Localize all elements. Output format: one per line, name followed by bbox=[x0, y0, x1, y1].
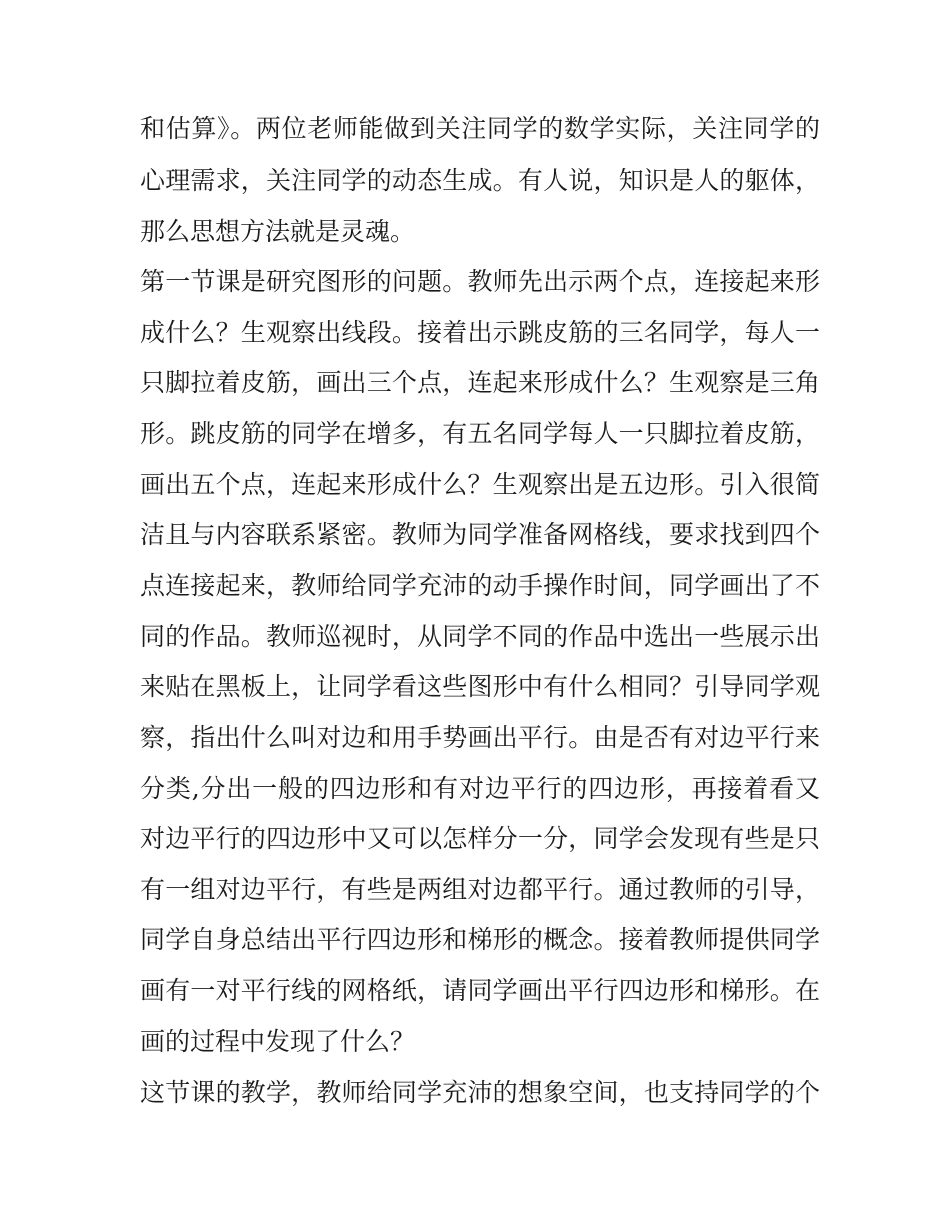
text-line: 画的过程中发现了什么？ bbox=[140, 1027, 416, 1056]
text-line: 那么思想方法就是灵魂。 bbox=[140, 217, 416, 246]
text-line: 形。跳皮筋的同学在增多，有五名同学每人一只脚拉着皮筋， bbox=[140, 419, 820, 448]
text-line: 和估算》。两位老师能做到关注同学的数学实际，关注同学的 bbox=[140, 114, 820, 143]
text-line: 只脚拉着皮筋，画出三个点，连起来形成什么？生观察是三角 bbox=[140, 368, 820, 397]
text-line: 对边平行的四边形中又可以怎样分一分，同学会发现有些是只 bbox=[140, 824, 820, 853]
text-line: 这节课的教学，教师给同学充沛的想象空间，也支持同学的个 bbox=[140, 1078, 820, 1107]
text-line: 成什么？生观察出线段。接着出示跳皮筋的三名同学，每人一 bbox=[140, 318, 820, 347]
text-line: 画出五个点，连起来形成什么？生观察出是五边形。引入很简 bbox=[140, 470, 820, 499]
text-line: 洁且与内容联系紧密。教师为同学准备网格线，要求找到四个 bbox=[140, 520, 820, 549]
text-line: 点连接起来，教师给同学充沛的动手操作时间，同学画出了不 bbox=[140, 571, 820, 600]
text-line: 同的作品。教师巡视时，从同学不同的作品中选出一些展示出 bbox=[140, 622, 820, 651]
text-line: 察，指出什么叫对边和用手势画出平行。由是否有对边平行来 bbox=[140, 723, 820, 752]
text-line: 同学自身总结出平行四边形和梯形的概念。接着教师提供同学 bbox=[140, 925, 820, 954]
text-line: 心理需求，关注同学的动态生成。有人说，知识是人的躯体， bbox=[140, 166, 820, 195]
text-line: 来贴在黑板上，让同学看这些图形中有什么相同？引导同学观 bbox=[140, 672, 820, 701]
text-line: 分类,分出一般的四边形和有对边平行的四边形，再接着看又 bbox=[140, 774, 820, 803]
text-line: 第一节课是研究图形的问题。教师先出示两个点，连接起来形 bbox=[140, 267, 820, 296]
text-line: 有一组对边平行，有些是两组对边都平行。通过教师的引导， bbox=[140, 875, 820, 904]
text-line: 画有一对平行线的网格纸，请同学画出平行四边形和梯形。在 bbox=[140, 976, 820, 1005]
